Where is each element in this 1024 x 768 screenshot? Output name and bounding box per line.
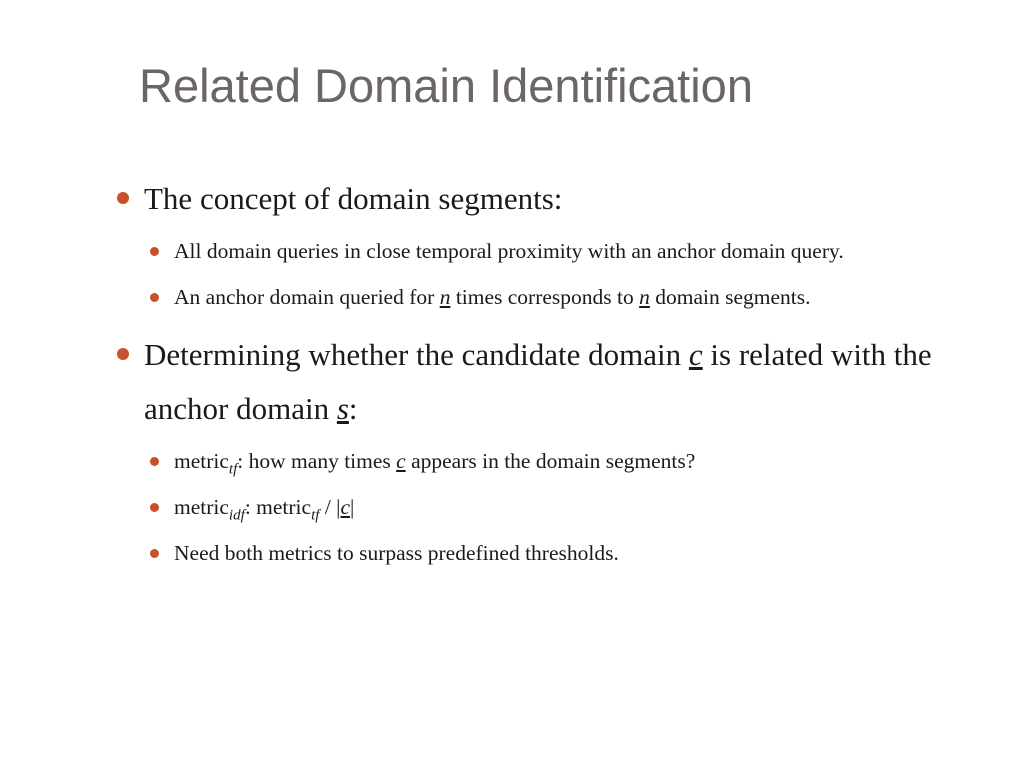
sub-bullet-temporal-proximity [112,230,972,272]
variable-c: c [340,495,351,519]
sub-bullet-text-part: : how many times [237,449,397,473]
sub-bullet-text-part: : metric [244,495,312,519]
bullet-text: The concept of domain segments: [144,181,563,216]
sub-bullet-text: All domain queries in close temporal proximity with an anchor domain query. [174,239,844,263]
sub-bullet-dot-icon [150,549,159,558]
variable-c: c [688,337,703,372]
bullet-text-part: : [348,391,358,426]
metric-subscript-tf: tf [311,507,320,524]
sub-bullet-text: Need both metrics to surpass predefined thresholds. [174,541,619,565]
bullet-dot-icon [117,348,129,360]
sub-bullet-text-part: domain segments. [649,285,811,309]
metric-name: metric [174,449,229,473]
variable-s: s [336,391,349,426]
bullet-text-part: Determining whether the candidate domain [144,337,689,372]
bullet-text-part: is related with the anchor domain [144,337,932,426]
sub-bullet-text-part: An anchor domain queried for [174,285,440,309]
sub-bullet-metric-idf [112,486,972,528]
metric-subscript-tf: tf [228,461,238,478]
sub-bullet-dot-icon [150,293,159,302]
sub-bullet-dot-icon [150,457,159,466]
sub-bullet-text-part: times corresponds to [450,285,640,309]
slide-title: Related Domain Identification [139,59,753,112]
metric-subscript-idf: idf [228,507,245,524]
bullet-determining-relation [112,328,972,436]
metric-name: metric [174,495,229,519]
bullet-dot-icon [117,192,129,204]
sub-bullet-dot-icon [150,247,159,256]
slide-body [112,172,972,574]
sub-bullet-anchor-domain [112,276,972,318]
sub-bullet-text-part: / | [319,495,341,519]
sub-bullet-thresholds [112,532,972,574]
sub-bullet-dot-icon [150,503,159,512]
sub-bullet-text-part: | [350,495,355,519]
variable-c: c [396,449,406,473]
variable-n: n [639,285,650,309]
bullet-domain-segments [112,172,972,226]
sub-bullet-metric-tf [112,440,972,482]
sub-bullet-text-part: appears in the domain segments? [405,449,696,473]
variable-n: n [439,285,451,309]
